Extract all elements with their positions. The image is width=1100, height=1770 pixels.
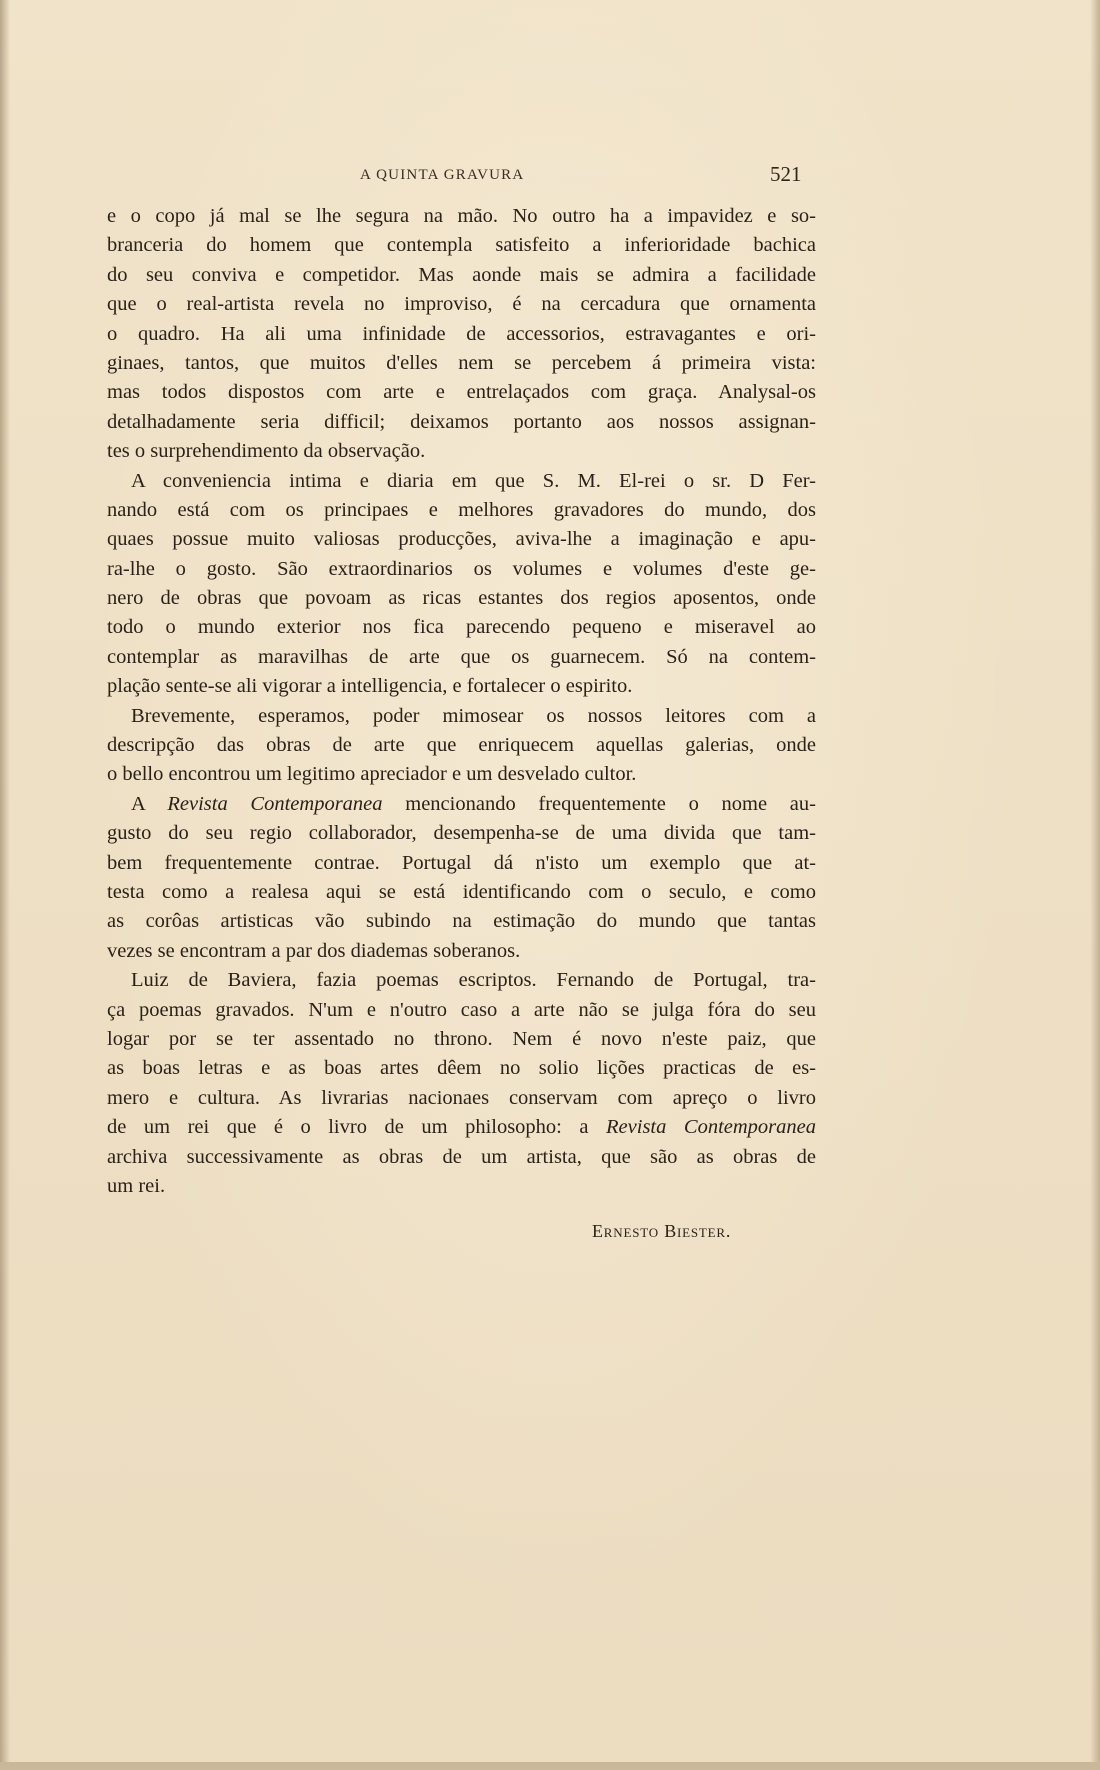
text-line: bem frequentemente contrae. Portugal dá n'isto um exemplo que at- [107,851,816,874]
page-edge-right [1090,0,1100,1770]
text-line: ça poemas gravados. N'um e n'outro caso a arte não se julga fóra do seu [107,998,816,1021]
author-signature: Ernesto Biester. [592,1221,732,1241]
text-line: archiva successivamente as obras de um artista, que são as obras de [107,1145,816,1168]
paragraph-1 [107,202,816,467]
text-line: Brevemente, esperamos, poder mimosear os nossos leitores com a [131,704,816,727]
text-line: nero de obras que povoam as ricas estantes dos regios aposentos, onde [107,587,816,610]
running-title: A QUINTA GRAVURA [360,167,525,183]
text-line: Luiz de Baviera, fazia poemas escriptos. Fernando de Portugal, tra- [131,969,816,992]
text-line: mas todos dispostos com arte e entrelaçados com graça. Analysal-os [107,381,816,404]
text-line: todo o mundo exterior nos fica parecendo pequeno e miseravel ao [107,616,816,639]
text-line [107,1113,816,1142]
page-edge-left [0,0,10,1770]
text-line: tes o surprehendimento da observação. [107,440,426,463]
text-line: quaes possue muito valiosas producções, aviva-lhe a imaginação e apu- [107,528,816,551]
text-line: gusto do seu regio collaborador, desempenha-se de uma divida que tam- [107,822,816,845]
text-line: vezes se encontram a par dos diademas soberanos. [107,939,521,962]
text-line: contemplar as maravilhas de arte que os guarnecem. Só na contem- [107,645,816,668]
paragraph-3 [107,702,816,790]
text-line: testa como a realesa aqui se está identificando com o seculo, e como [107,880,816,903]
text-line [107,790,816,819]
text-line: um rei. [107,1174,166,1197]
text-line: o bello encontrou um legitimo apreciador e um desvelado cultor. [107,763,637,786]
text-line: ra-lhe o gosto. São extraordinarios os volumes e volumes d'este ge- [107,557,816,580]
text-line: que o real-artista revela no improviso, é na cercadura que ornamenta [107,293,816,316]
paragraph-4 [107,790,816,966]
text-line: A conveniencia intima e diaria em que S. M. El-rei o sr. D Fer- [131,469,816,492]
text-fragment: A [131,792,168,815]
text-line: do seu conviva e competidor. Mas aonde mais se admira a facilidade [107,263,816,286]
text-line: o quadro. Ha ali uma infinidade de accessorios, estravagantes e ori- [107,322,816,345]
text-fragment: mencionando frequentemente o nome au- [382,792,816,815]
paragraph-2 [107,467,816,702]
text-fragment: de um rei que é o livro de um philosopho: a [107,1116,607,1139]
body-text [107,202,816,1201]
page-number: 521 [770,162,802,186]
text-line: as boas letras e as boas artes dêem no solio lições practicas de es- [107,1057,816,1080]
text-line: e o copo já mal se lhe segura na mão. No outro ha a impavidez e so- [107,205,816,227]
paragraph-5 [107,966,816,1201]
text-line: descripção das obras de arte que enriquecem aquellas galerias, onde [107,734,816,757]
text-line: branceria do homem que contempla satisfeito a inferioridade bachica [107,234,816,257]
text-line: detalhadamente seria difficil; deixamos portanto aos nossos assignan- [107,410,816,433]
text-line: as corôas artisticas vão subindo na estimação do mundo que tantas [107,910,816,933]
text-line: plação sente-se ali vigorar a intelligencia, e fortalecer o espirito. [107,675,633,698]
text-line: logar por se ter assentado no throno. Nem é novo n'este paiz, que [107,1027,816,1050]
journal-title: Revista Contemporanea [606,1116,816,1139]
text-line: ginaes, tantos, que muitos d'elles nem se percebem á primeira vista: [107,351,816,374]
page-edge-bottom [0,1762,1100,1770]
text-line: nando está com os principaes e melhores gravadores do mundo, dos [107,498,816,521]
journal-title: Revista Contemporanea [167,792,383,815]
text-line: mero e cultura. As livrarias nacionaes conservam com apreço o livro [107,1086,816,1109]
